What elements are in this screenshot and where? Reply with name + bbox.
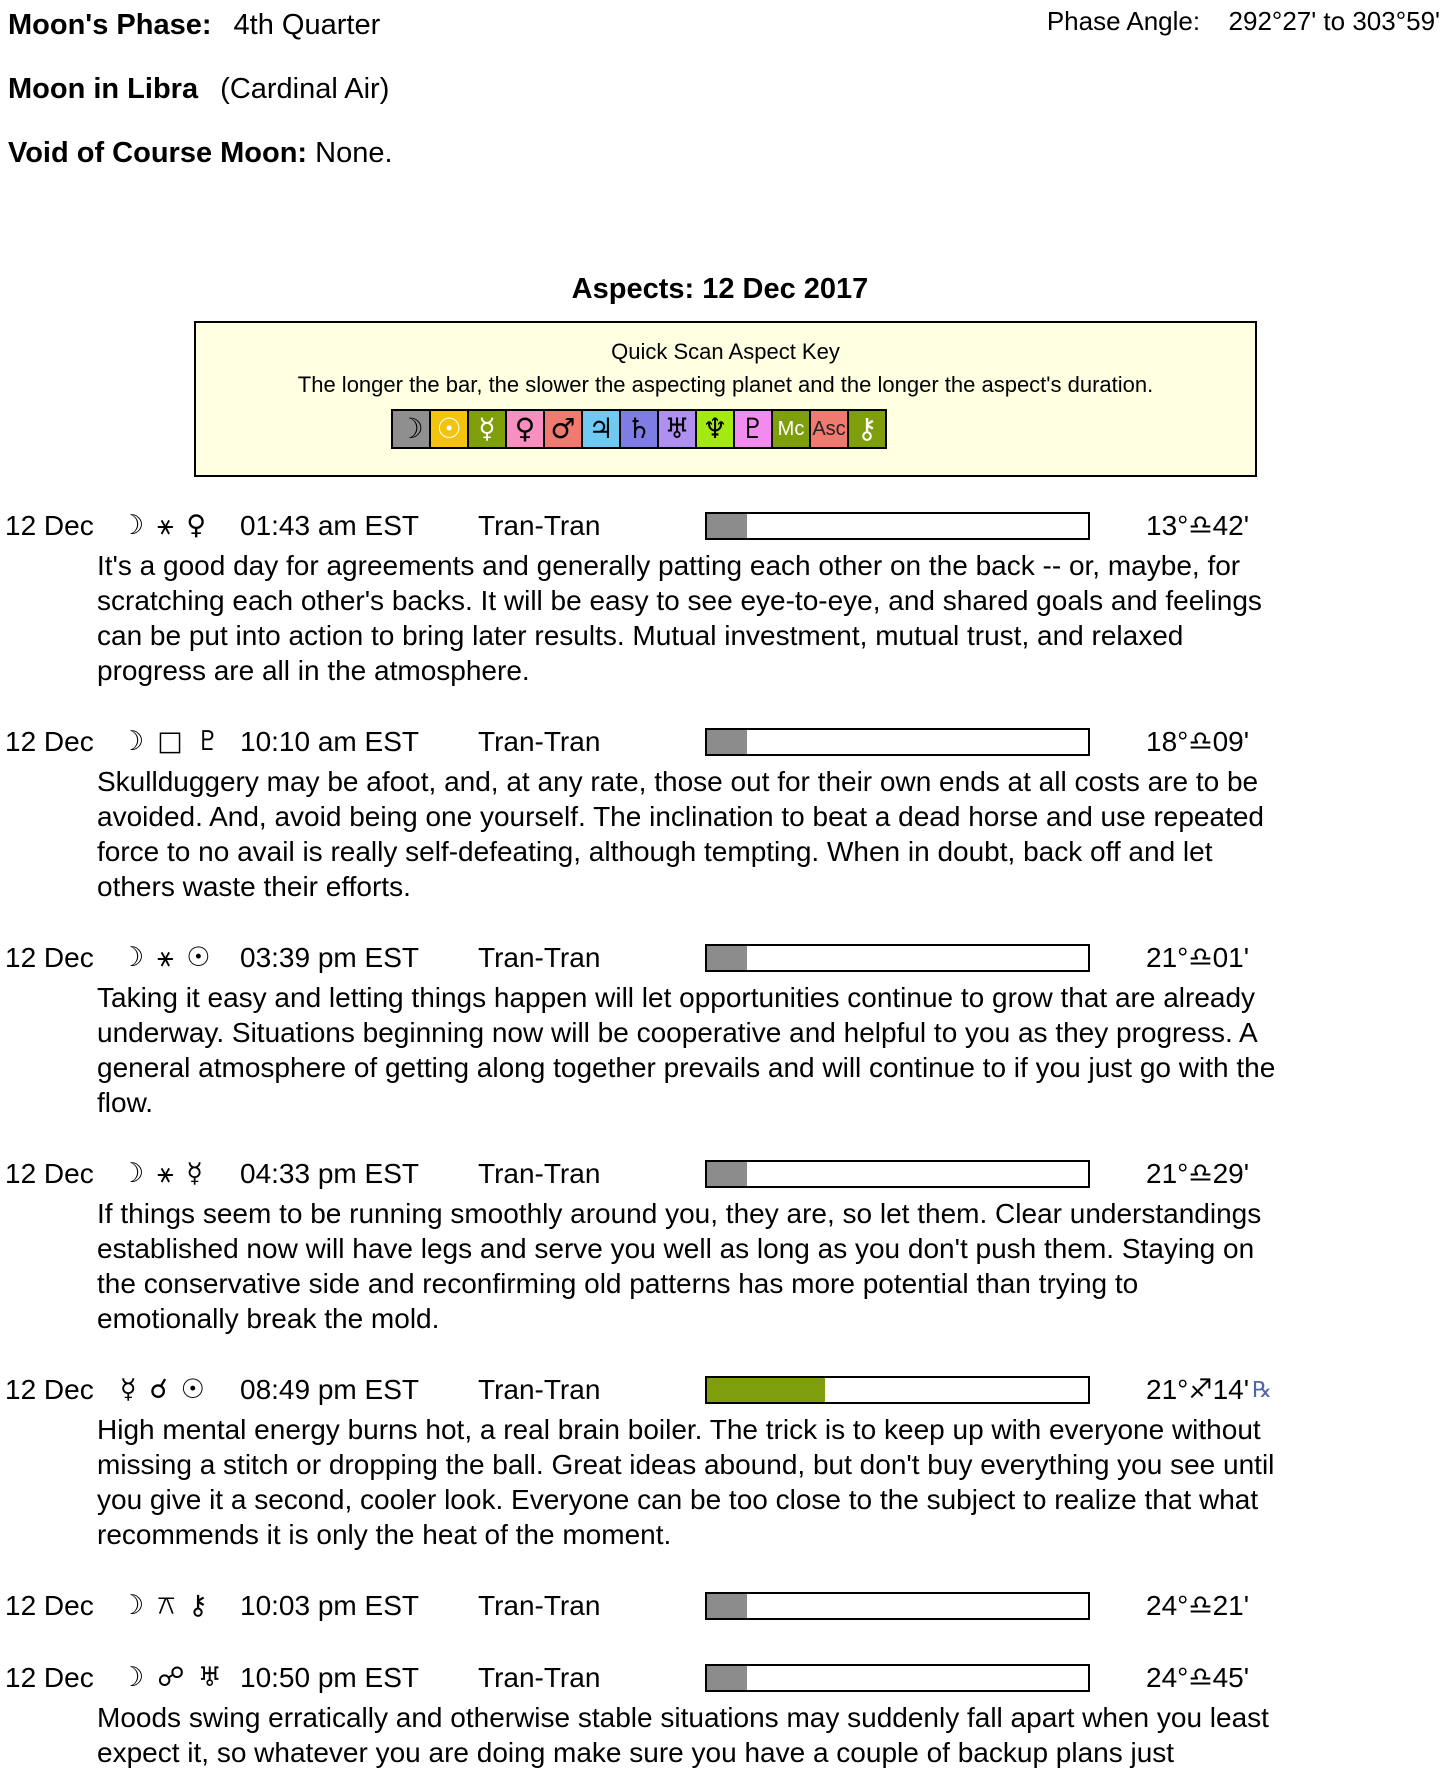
position-degrees: 24° (1146, 1661, 1189, 1693)
chiron-icon: ⚷ (188, 1590, 208, 1621)
aspect-type: Tran-Tran (478, 1157, 601, 1189)
aspect-type: Tran-Tran (478, 1661, 601, 1693)
aspect-item (5, 1659, 1440, 1770)
sun-icon: ☉ (186, 942, 211, 973)
aspect-item (5, 1155, 1440, 1336)
aspect-item (5, 507, 1440, 688)
aspect-glyph-group (120, 944, 240, 971)
pluto-icon: ♇ (195, 726, 220, 757)
libra-icon: ♎ (1188, 1662, 1213, 1693)
aspect-time: 10:50 pm EST (240, 1661, 419, 1693)
position-minutes: 14' (1212, 1373, 1250, 1405)
aspect-description: High mental energy burns hot, a real brain boiler. The trick is to keep up with everyone without missing a stitch or dropping the ball. Great ideas abound, but don't buy everything you see until you give it a second, cooler look. Everyone can be too close to the subject to realize that what recommends it is only the heat of the moment. (97, 1414, 1275, 1550)
aspect-duration-bar (705, 1664, 1090, 1692)
aspect-item (5, 1371, 1440, 1552)
aspect-type: Tran-Tran (478, 941, 601, 973)
mercury-icon: ☿ (478, 412, 496, 445)
position-degrees: 21° (1146, 1157, 1189, 1189)
aspect-date: 12 Dec (5, 1157, 94, 1189)
aspect-duration-bar (705, 512, 1090, 540)
aspect-duration-bar-fill (707, 1378, 825, 1402)
phase-angle-label: Phase Angle: (1046, 6, 1201, 36)
libra-icon: ♎ (1188, 510, 1213, 541)
moon-sign-detail: (Cardinal Air) (220, 73, 390, 105)
aspect-duration-bar-fill (707, 730, 747, 754)
aspect-duration-bar-fill (707, 514, 747, 538)
aspect-list (0, 507, 1440, 1770)
aspect-type: Tran-Tran (478, 725, 601, 757)
page-header (0, 0, 1440, 170)
aspect-time: 10:10 am EST (240, 725, 419, 757)
aspect-duration-bar (705, 1376, 1090, 1404)
aspect-date: 12 Dec (5, 1373, 94, 1405)
aspect-glyph-group (120, 728, 240, 755)
aspect-header-row (5, 1587, 1440, 1624)
moon-icon: ☽ (120, 510, 145, 541)
aspect-time: 04:33 pm EST (240, 1157, 419, 1189)
position-degrees: 18° (1146, 725, 1189, 757)
aspect-position (1146, 726, 1249, 758)
aspect-time: 08:49 pm EST (240, 1373, 419, 1405)
quick-scan-aspect-key (194, 321, 1257, 477)
venus-key-cell (505, 409, 545, 449)
aspect-glyph-group (120, 1160, 240, 1187)
pluto-icon: ♇ (740, 412, 766, 445)
saturn-key-cell (619, 409, 659, 449)
mars-icon: ♂ (550, 412, 576, 445)
aspect-glyph-group (120, 1376, 240, 1403)
sextile-icon: ⚹ (157, 942, 174, 973)
venus-icon: ♀ (186, 510, 207, 541)
aspect-duration-bar (705, 944, 1090, 972)
sextile-icon: ⚹ (157, 510, 174, 541)
aspect-item (5, 723, 1440, 904)
aspect-header-row (5, 1371, 1440, 1408)
uranus-icon: ♅ (664, 412, 690, 445)
moon-icon: ☽ (120, 1158, 145, 1189)
position-minutes: 01' (1212, 941, 1250, 973)
uranus-key-cell (657, 409, 697, 449)
aspect-time: 01:43 am EST (240, 509, 419, 541)
pluto-key-cell (733, 409, 773, 449)
sun-icon: ☉ (436, 412, 462, 445)
aspect-glyph-group (120, 512, 240, 539)
aspect-description: Skullduggery may be afoot, and, at any rate, those out for their own ends at all costs are to be avoided. And, avoid being one yourself. The inclination to beat a dead horse and use repeated force to no avail is really self-defeating, although tempting. When in doubt, back off and let others waste their efforts. (97, 766, 1265, 902)
void-of-course-line (8, 136, 1440, 170)
sun-icon: ☉ (180, 1374, 205, 1405)
asc-icon: Asc (812, 418, 846, 440)
moon-icon: ☽ (120, 942, 145, 973)
moon-phase-label: Moon's Phase: (8, 9, 212, 41)
aspect-date: 12 Dec (5, 1589, 94, 1621)
aspect-header-row (5, 507, 1440, 544)
aspect-type: Tran-Tran (478, 1589, 601, 1621)
moon-sign-line (8, 72, 1440, 106)
aspect-header-row (5, 1659, 1440, 1696)
chiron-key-cell (847, 409, 887, 449)
aspect-header-row (5, 723, 1440, 760)
position-degrees: 13° (1146, 509, 1189, 541)
aspect-duration-bar (705, 1160, 1090, 1188)
libra-icon: ♎ (1188, 1158, 1213, 1189)
asc-key-cell (809, 409, 849, 449)
aspect-duration-bar (705, 728, 1090, 756)
libra-icon: ♎ (1188, 726, 1213, 757)
aspect-description: Taking it easy and letting things happen will let opportunities continue to grow that are already underway. Situations beginning now will be cooperative and helpful to you as they progress. A general atmosphere of getting along together prevails and will continue to if you just go with the flow. (97, 982, 1276, 1118)
key-symbol-strip (393, 409, 1255, 449)
phase-angle (1047, 6, 1440, 37)
aspect-time: 10:03 pm EST (240, 1589, 419, 1621)
position-degrees: 21° (1146, 941, 1189, 973)
mc-key-cell (771, 409, 811, 449)
sun-key-cell (429, 409, 469, 449)
aspects-title: Aspects: 12 Dec 2017 (571, 273, 869, 305)
aspect-duration-bar-fill (707, 1162, 747, 1186)
uranus-icon: ♅ (197, 1662, 222, 1693)
position-minutes: 09' (1212, 725, 1250, 757)
jupiter-icon: ♃ (588, 412, 614, 445)
aspect-duration-bar-fill (707, 946, 747, 970)
moon-icon: ☽ (398, 412, 424, 445)
retrograde-icon: ℞ (1252, 1376, 1272, 1402)
position-minutes: 42' (1212, 509, 1250, 541)
libra-icon: ♎ (1188, 1590, 1213, 1621)
position-minutes: 45' (1212, 1661, 1250, 1693)
aspect-description: Moods swing erratically and otherwise stable situations may suddenly fall apart when you least expect it, so whatever you are doing make sure you have a couple of backup plans just (97, 1702, 1269, 1768)
aspect-date: 12 Dec (5, 509, 94, 541)
aspect-description: If things seem to be running smoothly around you, they are, so let them. Clear understandings established now will have legs and serve you well as long as you don't push them. Staying on the conservative side and reconfirming old patterns has more potential than trying to emotionally break the mold. (97, 1198, 1262, 1334)
aspect-duration-bar (705, 1592, 1090, 1620)
aspect-glyph-group (120, 1592, 240, 1619)
aspect-position (1146, 1158, 1249, 1190)
moon-sign-value: Moon in Libra (8, 73, 199, 105)
mars-key-cell (543, 409, 583, 449)
aspect-position (1146, 510, 1249, 542)
moon-icon: ☽ (120, 1590, 145, 1621)
moon-phase-value: 4th Quarter (233, 9, 381, 41)
aspect-key-subtitle: The longer the bar, the slower the aspecting planet and the longer the aspect's duration. (297, 372, 1154, 397)
square-icon: □ (157, 726, 183, 757)
aspect-date: 12 Dec (5, 1661, 94, 1693)
opposition-icon: ☍ (157, 1662, 185, 1693)
position-degrees: 24° (1146, 1589, 1189, 1621)
neptune-key-cell (695, 409, 735, 449)
aspect-date: 12 Dec (5, 725, 94, 757)
aspect-type: Tran-Tran (478, 509, 601, 541)
saturn-icon: ♄ (626, 412, 652, 445)
mercury-icon: ☿ (186, 1158, 203, 1189)
venus-icon: ♀ (514, 412, 536, 445)
position-minutes: 21' (1212, 1589, 1250, 1621)
mc-icon: Mc (777, 418, 805, 440)
aspect-item (5, 939, 1440, 1120)
sextile-icon: ⚹ (157, 1158, 174, 1189)
aspect-key-title: Quick Scan Aspect Key (611, 339, 840, 364)
aspect-description: It's a good day for agreements and generally patting each other on the back -- or, maybe, for scratching each other's backs. It will be easy to see eye-to-eye, and shared goals and feelings can be put into action to bring later results. Mutual investment, mutual trust, and relaxed progress are all in the atmosphere. (97, 550, 1262, 686)
chiron-icon: ⚷ (856, 412, 878, 445)
sagittarius-icon: ♐ (1188, 1374, 1213, 1405)
mercury-icon: ☿ (120, 1374, 137, 1405)
aspect-time: 03:39 pm EST (240, 941, 419, 973)
void-of-course-label: Void of Course Moon: (8, 137, 308, 169)
aspect-header-row (5, 1155, 1440, 1192)
aspect-position (1146, 942, 1249, 974)
aspect-type: Tran-Tran (478, 1373, 601, 1405)
aspect-duration-bar-fill (707, 1666, 747, 1690)
aspect-header-row (5, 939, 1440, 976)
jupiter-key-cell (581, 409, 621, 449)
aspect-glyph-group (120, 1664, 240, 1691)
position-degrees: 21° (1146, 1373, 1189, 1405)
libra-icon: ♎ (1188, 942, 1213, 973)
neptune-icon: ♆ (702, 412, 728, 445)
mercury-key-cell (467, 409, 507, 449)
aspect-position (1146, 1374, 1272, 1406)
quincunx-icon: ⚻ (157, 1590, 176, 1621)
conjunction-icon: ☌ (149, 1374, 168, 1405)
aspect-date: 12 Dec (5, 941, 94, 973)
aspect-item (5, 1587, 1440, 1624)
moon-icon: ☽ (120, 1662, 145, 1693)
position-minutes: 29' (1212, 1157, 1250, 1189)
aspect-duration-bar-fill (707, 1594, 747, 1618)
phase-angle-value: 292°27' to 303°59' (1228, 6, 1440, 36)
aspect-position (1146, 1662, 1249, 1694)
aspect-position (1146, 1590, 1249, 1622)
moon-key-cell (391, 409, 431, 449)
moon-icon: ☽ (120, 726, 145, 757)
void-of-course-value: None. (315, 137, 393, 169)
